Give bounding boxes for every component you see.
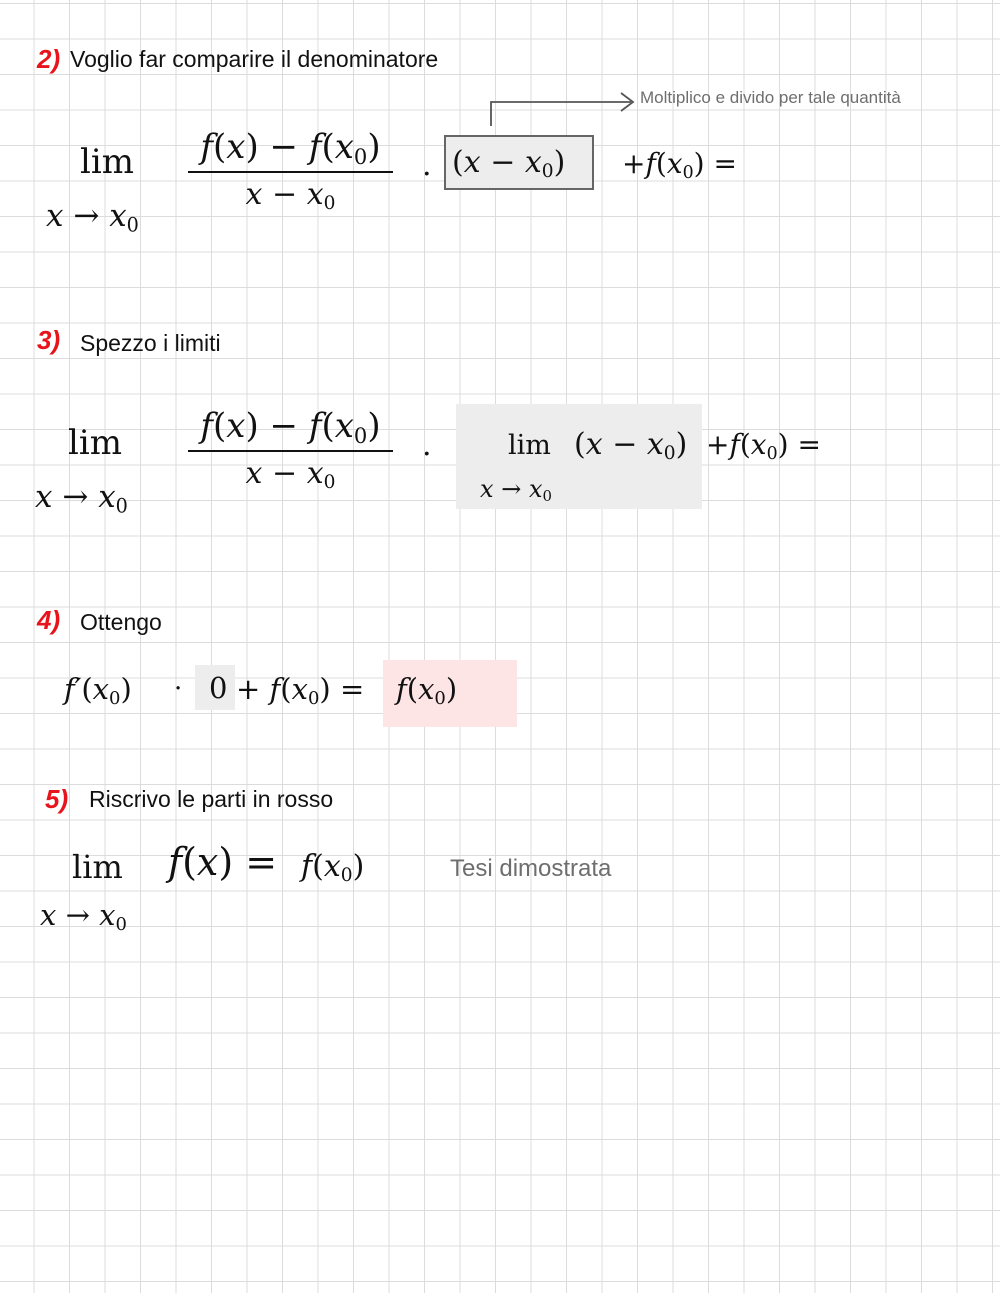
step-3-dot: . [422,428,432,463]
step-3-inner-lim-subscript: $x \to x_0$ [480,475,552,506]
step-4-number: 4) [37,605,61,635]
step-4-cdot: · [174,674,183,704]
step-4-middle: + $f(x_0)$ = [236,672,365,710]
step-3-lim-subscript: $x \to x_0$ [35,479,128,518]
step-4-zero: 0 [209,671,228,705]
step-3-title: Spezzo i limiti [80,330,221,356]
step-5-number: 5) [45,784,69,814]
step-5-lim: lim [72,848,123,886]
fraction-line [188,450,393,452]
step-5-function: f(x) = [168,840,278,884]
step-5-lim-subscript: $x \to x_0$ [40,898,127,936]
fraction-denominator: $x - x_0$ [245,455,336,494]
step-2-lim: lim [80,142,134,182]
step-2-dot: . [422,148,432,183]
step-2-lim-subscript: $x \to x_0$ [46,198,139,237]
step-3-fraction [188,406,393,493]
step-5-result: $f(x_0)$ [301,849,365,887]
step-2-title: Voglio far comparire il denominatore [70,46,439,72]
fraction-numerator: $f(x) - f(x_0)$ [200,127,381,169]
annotation-arrow-icon [485,88,645,128]
step-4-result: $f(x_0)$ [396,672,458,710]
step-4-title: Ottengo [80,609,162,635]
step-3-lim: lim [68,423,122,463]
step-3-number: 3) [37,325,61,355]
step-5-title: Riscrivo le parti in rosso [89,786,334,812]
step-2-boxed-term: $(x - x_0)$ [452,145,566,183]
fraction-numerator: $f(x) - f(x_0)$ [200,406,381,448]
step-3-inner-term: $(x - x_0)$ [574,427,688,465]
annotation-note: Moltiplico e divido per tale quantità [640,88,901,107]
fraction-denominator: $x - x_0$ [245,176,336,215]
step-2-number: 2) [37,44,61,74]
conclusion-text: Tesi dimostrata [450,855,612,882]
fraction-line [188,171,393,173]
step-3-inner-lim: lim [508,430,551,461]
step-2-tail: $+f(x_0)$ = [622,147,737,183]
step-2-fraction [188,127,393,214]
step-4-derivative: $f'(x_0)$ [64,672,132,710]
step-3-tail: $+f(x_0)$ = [706,428,821,464]
